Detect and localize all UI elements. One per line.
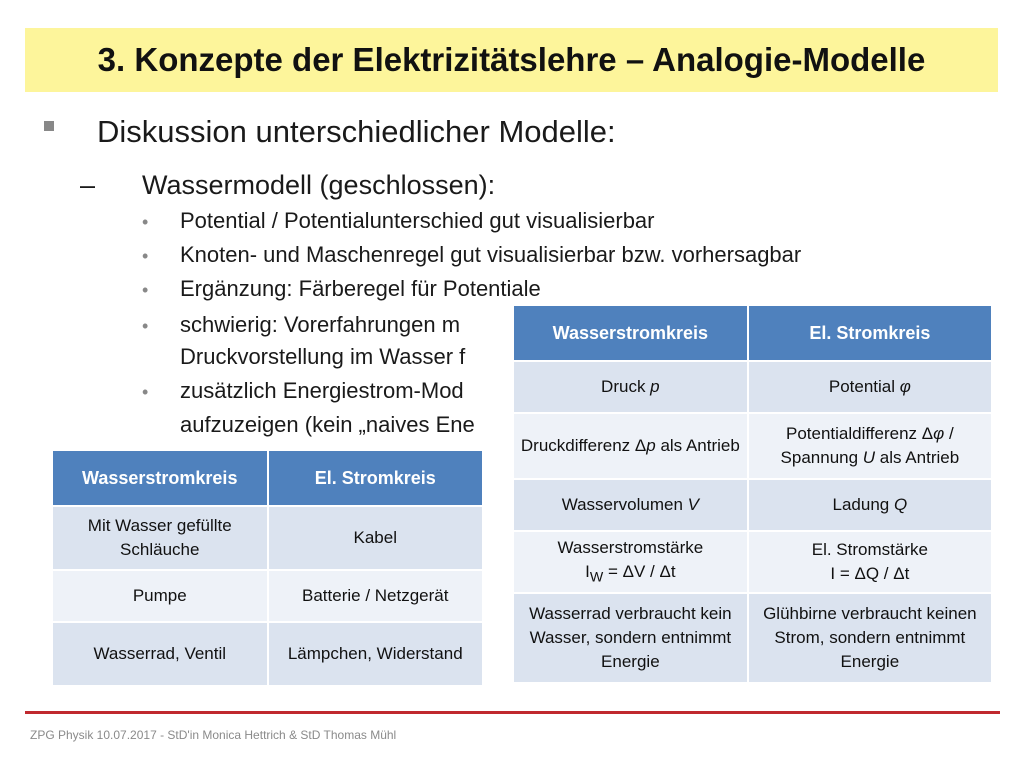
table-cell: Pumpe <box>52 570 268 622</box>
bullet-item <box>142 276 541 302</box>
column-header-electric: El. Stromkreis <box>748 305 992 361</box>
column-header-water: Wasserstromkreis <box>513 305 748 361</box>
dot-bullet-icon: • <box>142 212 149 232</box>
table-cell: Lämpchen, Widerstand <box>268 622 484 686</box>
dot-bullet-icon: • <box>142 246 149 266</box>
bullet-continuation <box>180 412 475 438</box>
table-row <box>513 361 992 413</box>
table-cell: Druck p <box>513 361 748 413</box>
dot-bullet-icon: • <box>142 316 149 336</box>
dash-bullet: – <box>80 170 96 200</box>
table-cell: Batterie / Netzgerät <box>268 570 484 622</box>
bullet-text: zusätzlich Energiestrom-Mod <box>180 378 464 403</box>
table-cell: Wasserrad verbraucht kein Wasser, sondern entnimmt Energie <box>513 593 748 683</box>
table-cell: Potential φ <box>748 361 992 413</box>
bullet-continuation <box>180 344 465 370</box>
bullet-level2-text: Wassermodell (geschlossen): <box>142 170 496 200</box>
bullet-text: Potential / Potentialunterschied gut visualisierbar <box>180 208 655 233</box>
bullet-level1-text: Diskussion unterschiedlicher Modelle: <box>97 114 616 149</box>
table-row <box>513 593 992 683</box>
bullet-item <box>142 378 464 404</box>
table-cell: Glühbirne verbraucht keinen Strom, sondern entnimmt Energie <box>748 593 992 683</box>
table-cell: Wasservolumen V <box>513 479 748 531</box>
dot-bullet-icon: • <box>142 382 149 402</box>
table-row <box>52 506 483 570</box>
bullet-level1 <box>44 114 616 150</box>
bullet-level2 <box>80 170 495 201</box>
table-header-row <box>513 305 992 361</box>
table-cell: Kabel <box>268 506 484 570</box>
table-cell: Potentialdifferenz Δφ / Spannung U als Antrieb <box>748 413 992 479</box>
table-cell: Druckdifferenz Δp als Antrieb <box>513 413 748 479</box>
bullet-text: aufzuzeigen (kein „naives Ene <box>180 412 475 437</box>
bullet-text: Ergänzung: Färberegel für Potentiale <box>180 276 541 301</box>
table-cell: Mit Wasser gefüllte Schläuche <box>52 506 268 570</box>
footer-divider <box>25 711 1000 714</box>
table-row <box>52 622 483 686</box>
square-bullet-icon <box>44 121 54 131</box>
analogy-table-left <box>51 449 484 687</box>
bullet-text: Knoten- und Maschenregel gut visualisierbar bzw. vorhersagbar <box>180 242 802 267</box>
footer-text: ZPG Physik 10.07.2017 - StD'in Monica Hettrich & StD Thomas Mühl <box>30 728 397 742</box>
bullet-text: Druckvorstellung im Wasser f <box>180 344 466 369</box>
column-header-electric: El. Stromkreis <box>268 450 484 506</box>
bullet-item <box>142 242 801 268</box>
table-cell: Wasserrad, Ventil <box>52 622 268 686</box>
dot-bullet-icon: • <box>142 280 149 300</box>
table-row <box>513 479 992 531</box>
table-cell: Ladung Q <box>748 479 992 531</box>
slide-title: 3. Konzepte der Elektrizitätslehre – Analogie-Modelle <box>97 41 926 78</box>
table-header-row <box>52 450 483 506</box>
table-cell: Wasserstromstärke $I_W = \Delta V / \Delta t$ <box>513 531 748 593</box>
table-row <box>513 531 992 593</box>
analogy-table-right <box>512 304 993 684</box>
table-cell: El. Stromstärke I = ΔQ / Δt <box>748 531 992 593</box>
bullet-text: schwierig: Vorerfahrungen m <box>180 312 461 337</box>
bullet-item <box>142 208 655 234</box>
table-row <box>513 413 992 479</box>
title-bar <box>25 28 998 92</box>
table-row <box>52 570 483 622</box>
bullet-item <box>142 312 460 338</box>
column-header-water: Wasserstromkreis <box>52 450 268 506</box>
